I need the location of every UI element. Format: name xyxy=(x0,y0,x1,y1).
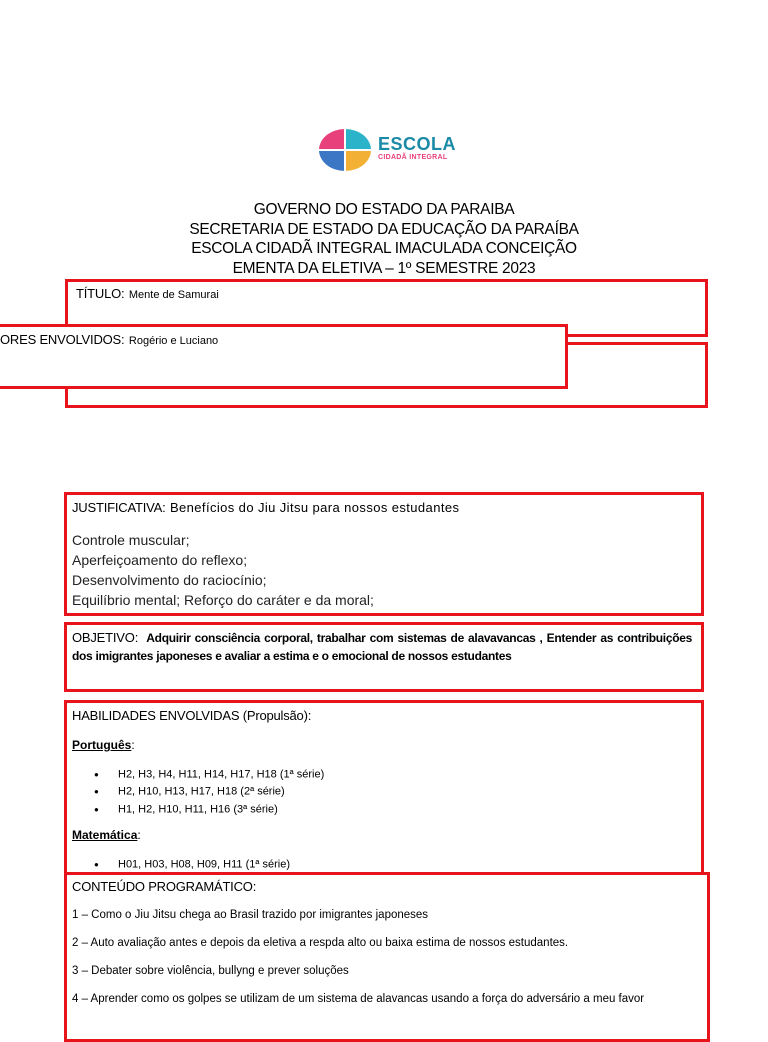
school-logo xyxy=(318,128,458,172)
titulo-label: TÍTULO: xyxy=(76,286,125,301)
bullet-icon: ● xyxy=(94,860,99,869)
objetivo-field xyxy=(72,629,692,665)
list-item: Equilíbrio mental; Reforço do caráter e da moral; xyxy=(72,592,374,608)
justificativa-subtitle: Benefícios do Jiu Jitsu para nossos estudantes xyxy=(169,500,460,515)
titulo-field xyxy=(76,285,219,303)
list-item: ● H2, H10, H13, H17, H18 (2ª série) xyxy=(94,783,324,800)
portugues-list xyxy=(94,766,324,818)
conteudo-box xyxy=(64,872,710,1042)
subject-matematica: Matemática: xyxy=(72,828,141,842)
conteudo-heading: CONTEÚDO PROGRAMÁTICO: xyxy=(72,879,257,894)
bullet-icon: ● xyxy=(94,770,99,779)
professores-label: ORES ENVOLVIDOS: xyxy=(0,332,125,347)
list-item: Controle muscular; xyxy=(72,532,190,548)
justificativa-label: JUSTIFICATIVA: xyxy=(72,500,166,515)
conteudo-item: 2 – Auto avaliação antes e depois da eletiva a respda alto ou baixa estima de nossos estudantes. xyxy=(72,937,569,949)
list-item: Aperfeiçoamento do reflexo; xyxy=(72,552,248,568)
objetivo-label: OBJETIVO: xyxy=(72,630,139,645)
header-line-2: SECRETARIA DE ESTADO DA EDUCAÇÃO DA PARAÍBA xyxy=(189,220,579,238)
conteudo-item: 4 – Aprender como os golpes se utilizam de um sistema de alavancas usando a força do adversário a meu favor xyxy=(72,993,645,1005)
justificativa-list xyxy=(72,530,374,610)
list-item: ● H01, H03, H08, H09, H11 (1ª série) xyxy=(94,856,290,873)
professores-value: Rogério e Luciano xyxy=(128,335,219,347)
list-item: ● H1, H2, H10, H11, H16 (3ª série) xyxy=(94,801,324,818)
portugues-label: Português xyxy=(72,738,132,752)
bullet-icon: ● xyxy=(94,804,99,814)
list-item: Desenvolvimento do raciocínio; xyxy=(72,572,267,588)
titulo-value: Mente de Samurai xyxy=(128,289,219,301)
matematica-label: Matemática xyxy=(72,828,138,842)
header-line-4: EMENTA DA ELETIVA – 1º SEMESTRE 2023 xyxy=(232,259,536,277)
logo-word: ESCOLA xyxy=(378,134,457,154)
justificativa-heading xyxy=(72,499,459,517)
bullet-icon: ● xyxy=(94,787,99,797)
logo-subtitle: CIDADÃ INTEGRAL xyxy=(378,154,448,161)
list-item: ● H2, H3, H4, H11, H14, H17, H18 (1ª série) xyxy=(94,766,324,783)
logo-circle-icon xyxy=(318,128,372,172)
document-header xyxy=(0,200,768,278)
conteudo-item: 1 – Como o Jiu Jitsu chega ao Brasil trazido por imigrantes japoneses xyxy=(72,909,429,921)
conteudo-item: 3 – Debater sobre violência, bullyng e prever soluções xyxy=(72,965,349,977)
habilidades-heading: HABILIDADES ENVOLVIDAS (Propulsão): xyxy=(72,708,312,723)
header-line-1: GOVERNO DO ESTADO DA PARAIBA xyxy=(253,201,515,218)
objetivo-text: Adquirir consciência corporal, trabalhar com sistemas de alavavancas , Entender as contribuições dos imigrantes japoneses e avaliar a estima e o emocional de nossos estudantes xyxy=(72,631,692,663)
matematica-list xyxy=(94,856,290,873)
professores-field xyxy=(0,331,218,349)
header-line-3: ESCOLA CIDADÃ INTEGRAL IMACULADA CONCEIÇÃO xyxy=(191,240,577,257)
subject-portugues: Português: xyxy=(72,738,135,752)
